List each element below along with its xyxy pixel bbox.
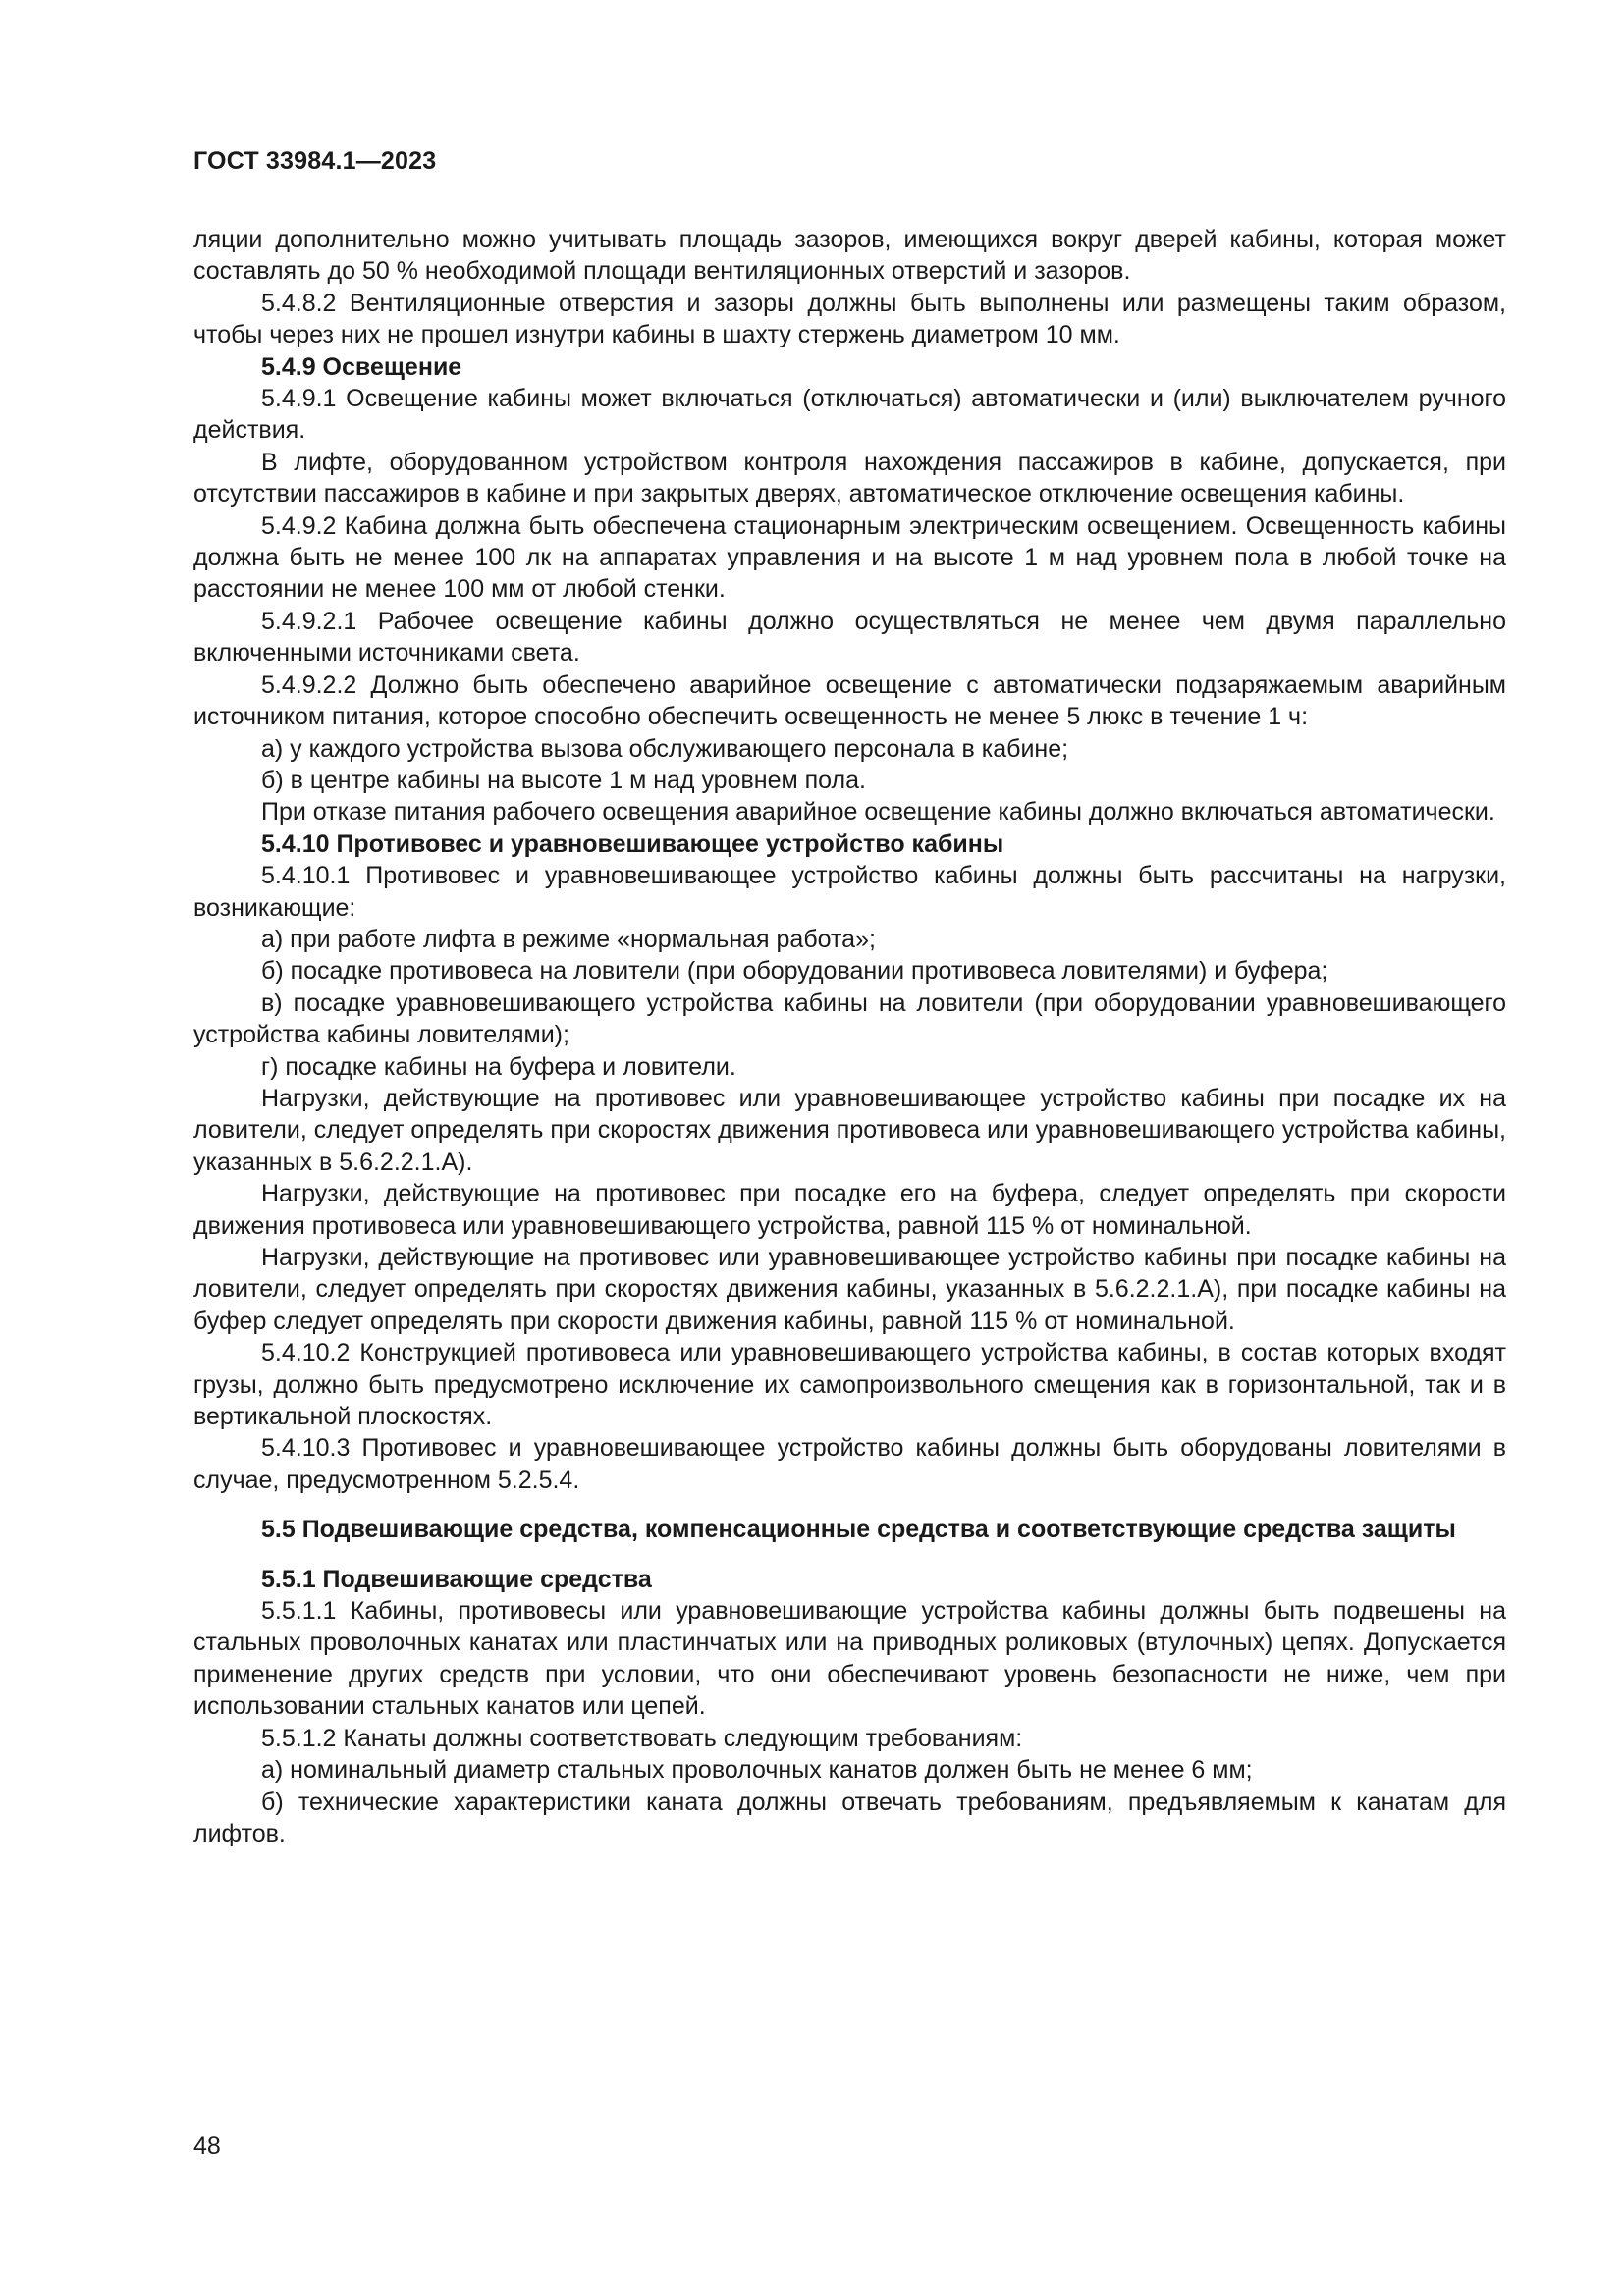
section-heading: 5.5 Подвешивающие средства, компенсационные средства и соответствующие средства защиты (261, 1516, 1456, 1544)
paragraph: 5.4.10.3 Противовес и уравновешивающее устройство кабины должны быть оборудованы ловителями в случае, предусмотренном 5.2.5.4. (193, 1434, 1506, 1494)
list-item: б) технические характеристики каната должны отвечать требованиям, предъявляемым к канатам для лифтов. (193, 1788, 1506, 1847)
paragraph: 5.4.9.1 Освещение кабины может включаться (отключаться) автоматически и (или) выключателем ручного действия. (193, 385, 1506, 445)
paragraph: Нагрузки, действующие на противовес или уравновешивающее устройство кабины при посадке кабины на ловители, следует определять при скоростях движения кабины, указанных в 5.6.2.2.1.А), при посадке кабины на буфер следует определять при скорости движения кабины, равной 115 % от номинальной. (193, 1244, 1506, 1335)
list-item: а) у каждого устройства вызова обслуживающего персонала в кабине; (261, 734, 1069, 763)
paragraph: 5.4.10.1 Противовес и уравновешивающее устройство кабины должны быть рассчитаны на нагрузки, возникающие: (193, 862, 1506, 922)
paragraph: ляции дополнительно можно учитывать площадь зазоров, имеющихся вокруг дверей кабины, которая может составлять до 50 % необходимой площади вентиляционных отверстий и зазоров. (193, 226, 1506, 286)
paragraph: 5.4.9.2 Кабина должна быть обеспечена стационарным электрическим освещением. Освещенность кабины должна быть не менее 100 лк на аппаратах управления и на высоте 1 м над уровнем пола в любой точке на расстоянии не менее 100 мм от любой стенки. (193, 511, 1506, 604)
list-item: в) посадке уравновешивающего устройства кабины на ловители (при оборудовании уравновешивающего устройства кабины ловителями); (193, 988, 1506, 1049)
list-item: б) в центре кабины на высоте 1 м над уровнем пола. (261, 766, 866, 794)
paragraph: Нагрузки, действующие на противовес при посадке его на буфера, следует определять при скорости движения противовеса или уравновешивающего устройства, равной 115 % от номинальной. (193, 1180, 1506, 1240)
list-item: а) номинальный диаметр стальных проволочных канатов должен быть не менее 6 мм; (261, 1756, 1253, 1785)
paragraph: При отказе питания рабочего освещения аварийное освещение кабины должно включаться автоматически. (261, 798, 1495, 827)
page-number: 48 (193, 2132, 221, 2160)
paragraph: 5.5.1.2 Канаты должны соответствовать следующим требованиям: (261, 1724, 1023, 1752)
subsection-heading: 5.4.10 Противовес и уравновешивающее устройство кабины (261, 829, 1004, 858)
paragraph: 5.4.8.2 Вентиляционные отверстия и зазоры должны быть выполнены или размещены таким образом, чтобы через них не прошел изнутри кабины в шахту стержень диаметром 10 мм. (193, 289, 1506, 349)
subsection-heading: 5.4.9 Освещение (261, 352, 462, 381)
paragraph: Нагрузки, действующие на противовес или уравновешивающее устройство кабины при посадке их на ловители, следует определять при скоростях движения противовеса или уравновешивающего устройства кабины, указанных в 5.6.2.2.1.А). (193, 1084, 1506, 1176)
paragraph: 5.4.9.2.2 Должно быть обеспечено аварийное освещение с автоматически подзаряжаемым аварийным источником питания, которое способно обеспечить освещенность не менее 5 люкс в течение 1 ч: (193, 670, 1506, 731)
paragraph: 5.5.1.1 Кабины, противовесы или уравновешивающие устройства кабины должны быть подвешены на стальных проволочных канатах или пластинчатых или на приводных роликовых (втулочных) цепях. Допускается применение других средств при условии, что они обеспечивают уровень безопасности не ниже, чем при использовании стальных канатов или цепей. (193, 1597, 1506, 1721)
paragraph: В лифте, оборудованном устройством контроля нахождения пассажиров в кабине, допускается, при отсутствии пассажиров в кабине и при закрытых дверях, автоматическое отключение освещения кабины. (193, 448, 1506, 508)
list-item: б) посадке противовеса на ловители (при оборудовании противовеса ловителями) и буфера; (261, 957, 1328, 986)
document-code-header: ГОСТ 33984.1—2023 (193, 147, 437, 175)
list-item: г) посадке кабины на буфера и ловители. (261, 1052, 736, 1081)
paragraph: 5.4.9.2.1 Рабочее освещение кабины должно осуществляться не менее чем двумя параллельно включенными источниками света. (193, 607, 1506, 667)
paragraph: 5.4.10.2 Конструкцией противовеса или уравновешивающего устройства кабины, в состав которых входят грузы, должно быть предусмотрено исключение их самопроизвольного смещения как в горизонтальной, так и в вертикальной плоскостях. (193, 1339, 1506, 1431)
document-body (193, 224, 1506, 1849)
list-item: а) при работе лифта в режиме «нормальная работа»; (261, 925, 876, 953)
subsection-heading: 5.5.1 Подвешивающие средства (261, 1565, 652, 1593)
